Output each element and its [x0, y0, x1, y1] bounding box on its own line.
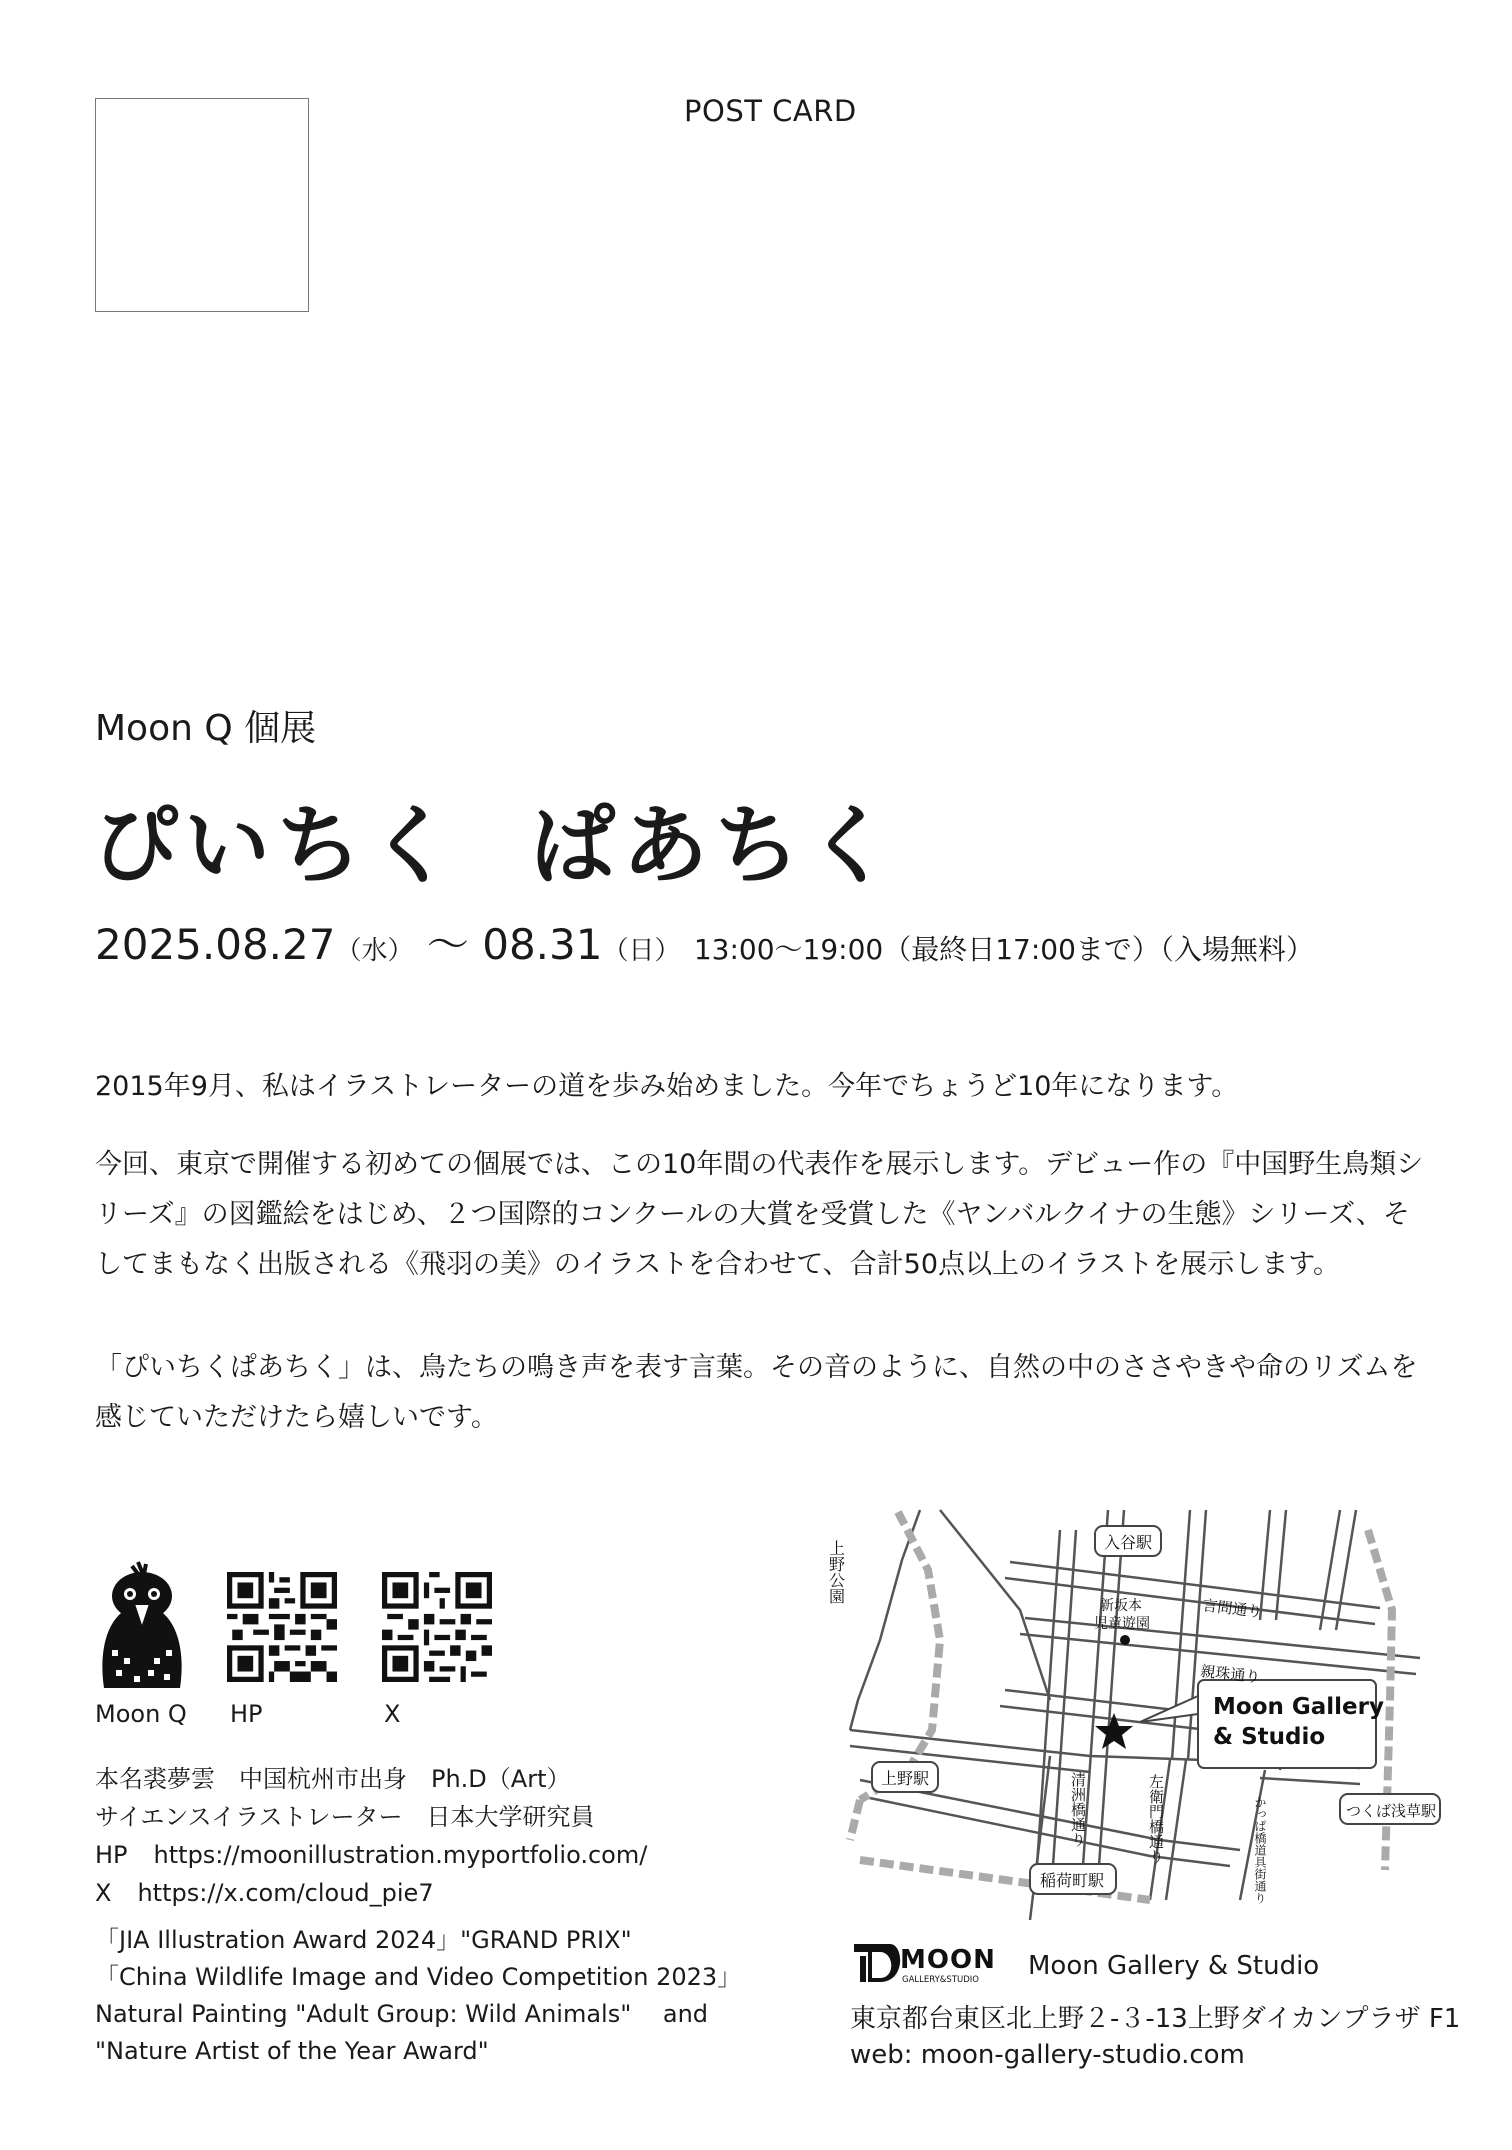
logo-text: MOON	[900, 1945, 996, 1975]
hp-qr-code-icon[interactable]	[227, 1572, 337, 1682]
exhibition-title	[92, 776, 898, 900]
gallery-address: 東京都台東区北上野２-３-13上野ダイカンプラザ F1	[850, 2004, 1461, 2034]
map-park-name-1: 新坂本	[1100, 1598, 1142, 1614]
postcard-label: POST CARD	[684, 94, 857, 128]
description-paragraph-2: 今回、東京で開催する初めての個展では、この10年間の代表作を展示します。デビュー作の『中国野生鳥類シリーズ』の図鑑絵をはじめ、２つ国際的コンクールの大賞を受賞した《ヤンバルクイナの生態》シリーズ、そしてまもなく出版される《飛羽の美》のイラストを合わせて、合計50点以上のイラストを展示します。	[95, 1149, 1424, 1280]
map-tsukuba-station: つくば浅草駅	[1346, 1802, 1437, 1820]
map-shinju-street: 親珠通り	[1199, 1662, 1262, 1687]
map-kappabashi-street: かっぱ橋道具街通り	[1253, 1796, 1267, 1904]
award-line-3: Natural Painting "Adult Group: Wild Animals" and	[95, 2000, 709, 2028]
weekday-end: （日）	[602, 936, 681, 966]
artist-x	[95, 1874, 434, 1912]
awards	[95, 1922, 741, 2070]
date-start: 2025.08.27	[95, 920, 336, 969]
title-part-2: ぱあちく	[530, 796, 898, 896]
description-paragraph-1: 2015年9月、私はイラストレーターの道を歩み始めました。今年でちょうど10年になります。	[95, 1071, 1239, 1102]
moon-gallery-logo-icon	[850, 1938, 1015, 1988]
map-kototoi-street: 言問通り	[1201, 1596, 1264, 1622]
x-link[interactable]: https://x.com/cloud_pie7	[137, 1879, 434, 1907]
artist-info-line-2: サイエンスイラストレーター 日本大学研究員	[95, 1803, 595, 1831]
gallery-name: Moon Gallery & Studio	[1028, 1951, 1320, 1981]
map-ueno-park: 上野公園	[826, 1540, 846, 1604]
x-qr-code-icon[interactable]	[382, 1572, 492, 1682]
weekday-start: （水）	[335, 936, 414, 966]
access-map	[820, 1500, 1460, 1920]
map-saemon-street: 左衛門橋通り	[1147, 1774, 1165, 1864]
artist-hp	[95, 1836, 647, 1874]
x-qr-label: X	[384, 1700, 401, 1728]
opening-hours: 13:00～19:00（最終日17:00まで）（入場無料）	[693, 933, 1314, 966]
hp-prefix: HP	[95, 1841, 128, 1869]
gallery-website[interactable]: web: moon-gallery-studio.com	[850, 2040, 1245, 2070]
bird-avatar-icon	[94, 1558, 190, 1690]
stamp-area	[95, 98, 309, 312]
map-gallery-line-2: & Studio	[1213, 1724, 1326, 1750]
hp-link[interactable]: https://moonillustration.myportfolio.com/	[153, 1841, 648, 1869]
exhibition-dates	[95, 912, 1314, 972]
map-iriya-station: 入谷駅	[1104, 1533, 1153, 1552]
description-paragraph-3: 「ぴいちくぱあちく」は、鳥たちの鳴き声を表す言葉。その音のように、自然の中のささやきや命のリズムを感じていただけたら嬉しいです。	[95, 1352, 1418, 1433]
map-seisu-street: 清洲橋通り	[1069, 1772, 1087, 1847]
map-gallery-line-1: Moon Gallery	[1213, 1694, 1384, 1720]
artist-info-line-1: 本名裘夢雲 中国杭州市出身 Ph.D（Art）	[95, 1765, 571, 1793]
date-tilde: ～	[426, 920, 469, 969]
hp-qr-label: HP	[230, 1700, 263, 1728]
exhibition-subtitle: Moon Q 個展	[95, 708, 317, 749]
award-line-1: 「JIA Illustration Award 2024」"GRAND PRIX"	[95, 1926, 632, 1954]
date-end: 08.31	[482, 920, 603, 969]
award-line-4: "Nature Artist of the Year Award"	[95, 2037, 489, 2065]
map-inaricho-station: 稲荷町駅	[1040, 1871, 1105, 1890]
avatar-label: Moon Q	[95, 1700, 187, 1728]
title-part-1: ぴいちく	[92, 796, 460, 896]
map-park-name-2: 児童遊園	[1094, 1616, 1150, 1632]
map-ueno-station: 上野駅	[881, 1769, 930, 1788]
award-line-2: 「China Wildlife Image and Video Competition 2023」	[95, 1963, 742, 1991]
logo-subtext: GALLERY&STUDIO	[902, 1975, 979, 1985]
x-prefix: X	[95, 1879, 112, 1907]
